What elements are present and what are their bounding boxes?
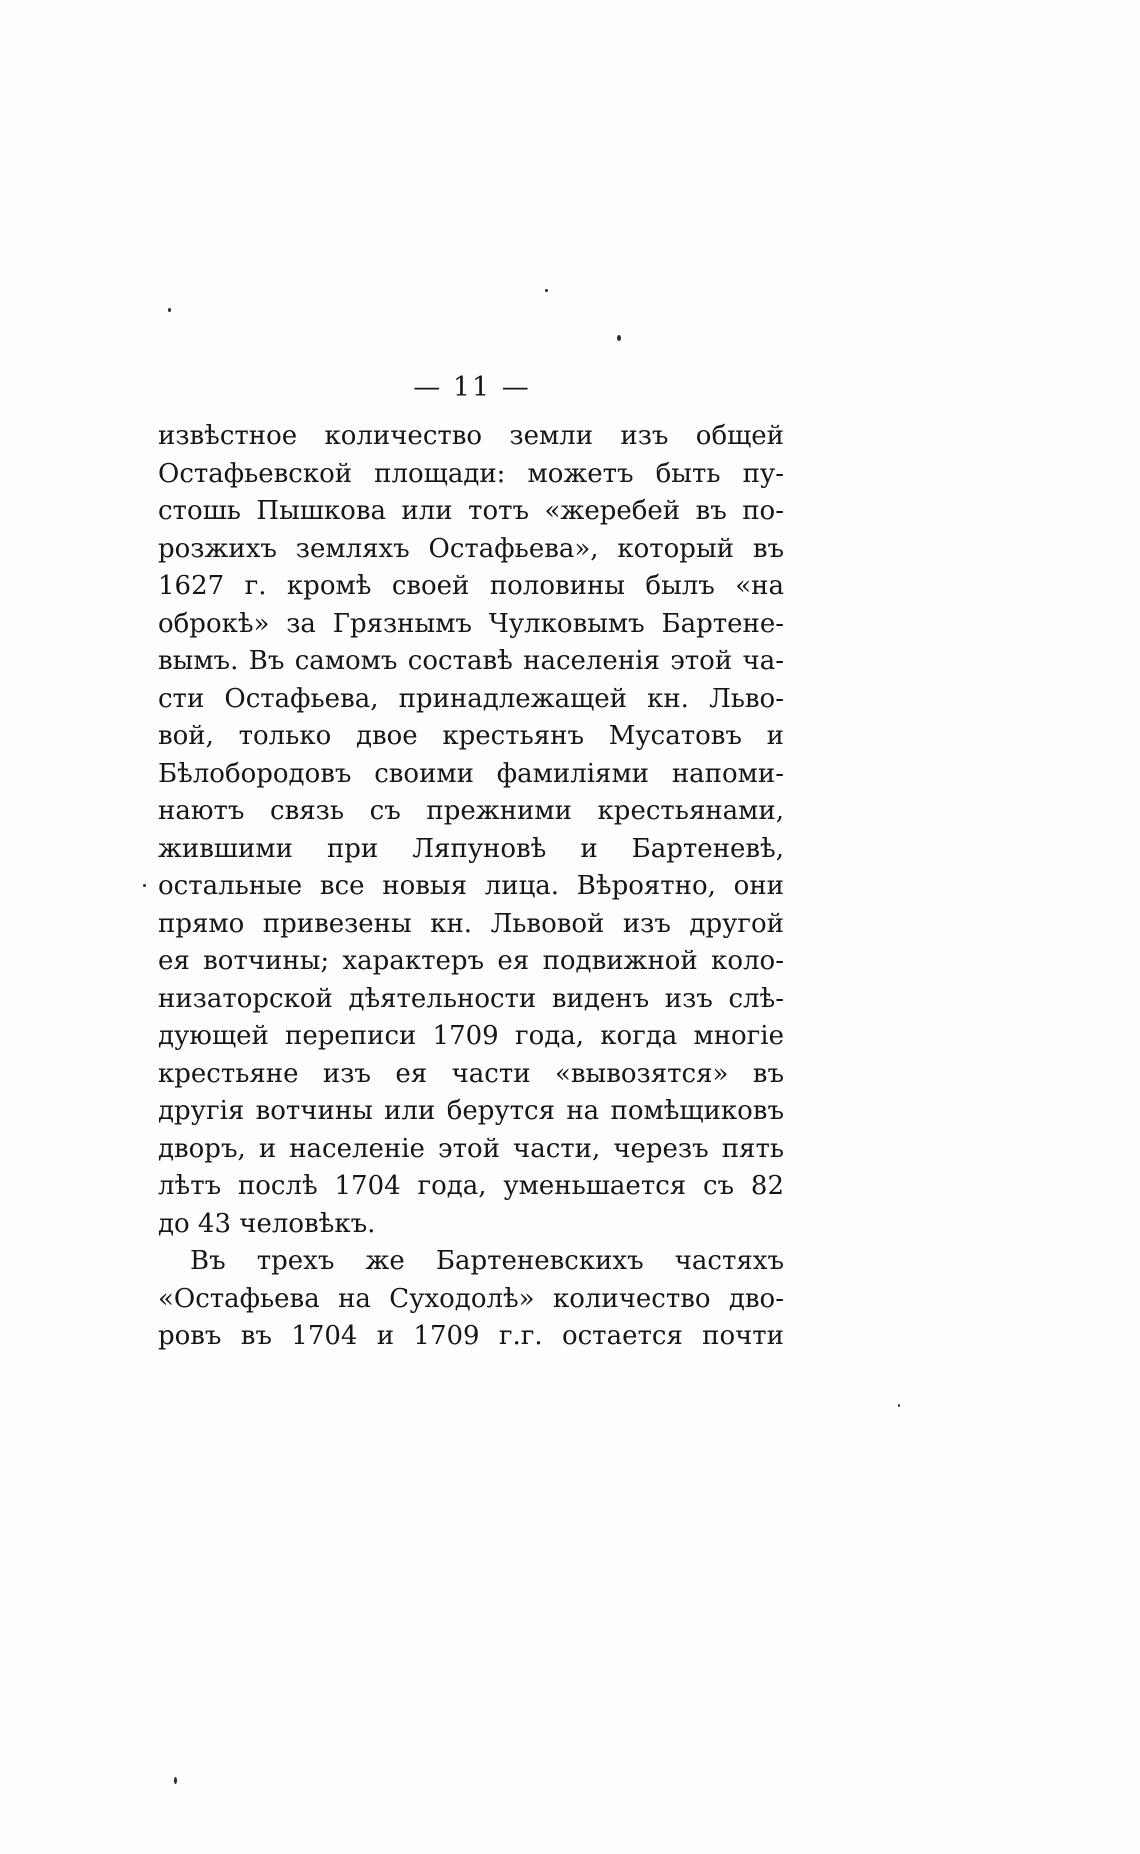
paragraph-end-line: до 43 человѣкъ.: [158, 1208, 376, 1239]
text-line: оброкѣ» за Грязнымъ Чулковымъ Бартене-: [158, 608, 784, 639]
text-line: «Остафьева на Суходолѣ» количество дво-: [158, 1283, 784, 1314]
scan-speck: [898, 1404, 900, 1407]
text-line: низаторской дѣятельности виденъ изъ слѣ-: [158, 983, 784, 1014]
text-line: наютъ связь съ прежними крестьянами,: [158, 796, 784, 826]
text-line: дворъ, и населеніе этой части, черезъ пять: [158, 1133, 784, 1164]
text-line: прямо привезены кн. Львовой изъ другой: [158, 908, 784, 939]
text-line: ея вотчины; характеръ ея подвижной коло-: [158, 946, 784, 976]
text-line: крестьяне изъ ея части «вывозятся» въ: [158, 1058, 784, 1089]
scan-speck: [143, 884, 146, 887]
scan-speck: [617, 335, 621, 341]
text-line: вымъ. Въ самомъ составѣ населенія этой ча-: [158, 646, 784, 676]
body-text: [158, 418, 784, 1356]
text-line: дующей переписи 1709 года, когда многіе: [158, 1021, 784, 1051]
text-line: вой, только двое крестьянъ Мусатовъ и: [158, 721, 784, 751]
text-line: 1627 г. кромѣ своей половины былъ «на: [158, 571, 784, 601]
text-line: ровъ въ 1704 и 1709 г.г. остается почти: [158, 1321, 784, 1351]
text-line: жившими при Ляпуновѣ и Бартеневѣ,: [158, 833, 784, 864]
text-line: лѣтъ послѣ 1704 года, уменьшается съ 82: [158, 1171, 784, 1201]
text-line: другія вотчины или берутся на помѣщиковъ: [158, 1096, 784, 1126]
scan-speck: [174, 1777, 177, 1784]
page-number: — 11 —: [413, 372, 531, 403]
scan-speck: [168, 308, 171, 312]
text-line: Остафьевской площади: можетъ быть пу-: [158, 458, 784, 489]
text-line: извѣстное количество земли изъ общей: [158, 421, 784, 451]
scan-speck: [545, 289, 548, 292]
text-line: стошь Пышкова или тотъ «жеребей въ по-: [158, 496, 784, 526]
text-line: розжихъ земляхъ Остафьева», который въ: [158, 533, 784, 564]
text-line: сти Остафьева, принадлежащей кн. Льво-: [158, 683, 784, 714]
text-line: остальные все новыя лица. Вѣроятно, они: [158, 871, 784, 901]
paragraph-start-line: Въ трехъ же Бартеневскихъ частяхъ: [190, 1246, 784, 1276]
text-line: Бѣлобородовъ своими фамиліями напоми-: [158, 758, 784, 789]
